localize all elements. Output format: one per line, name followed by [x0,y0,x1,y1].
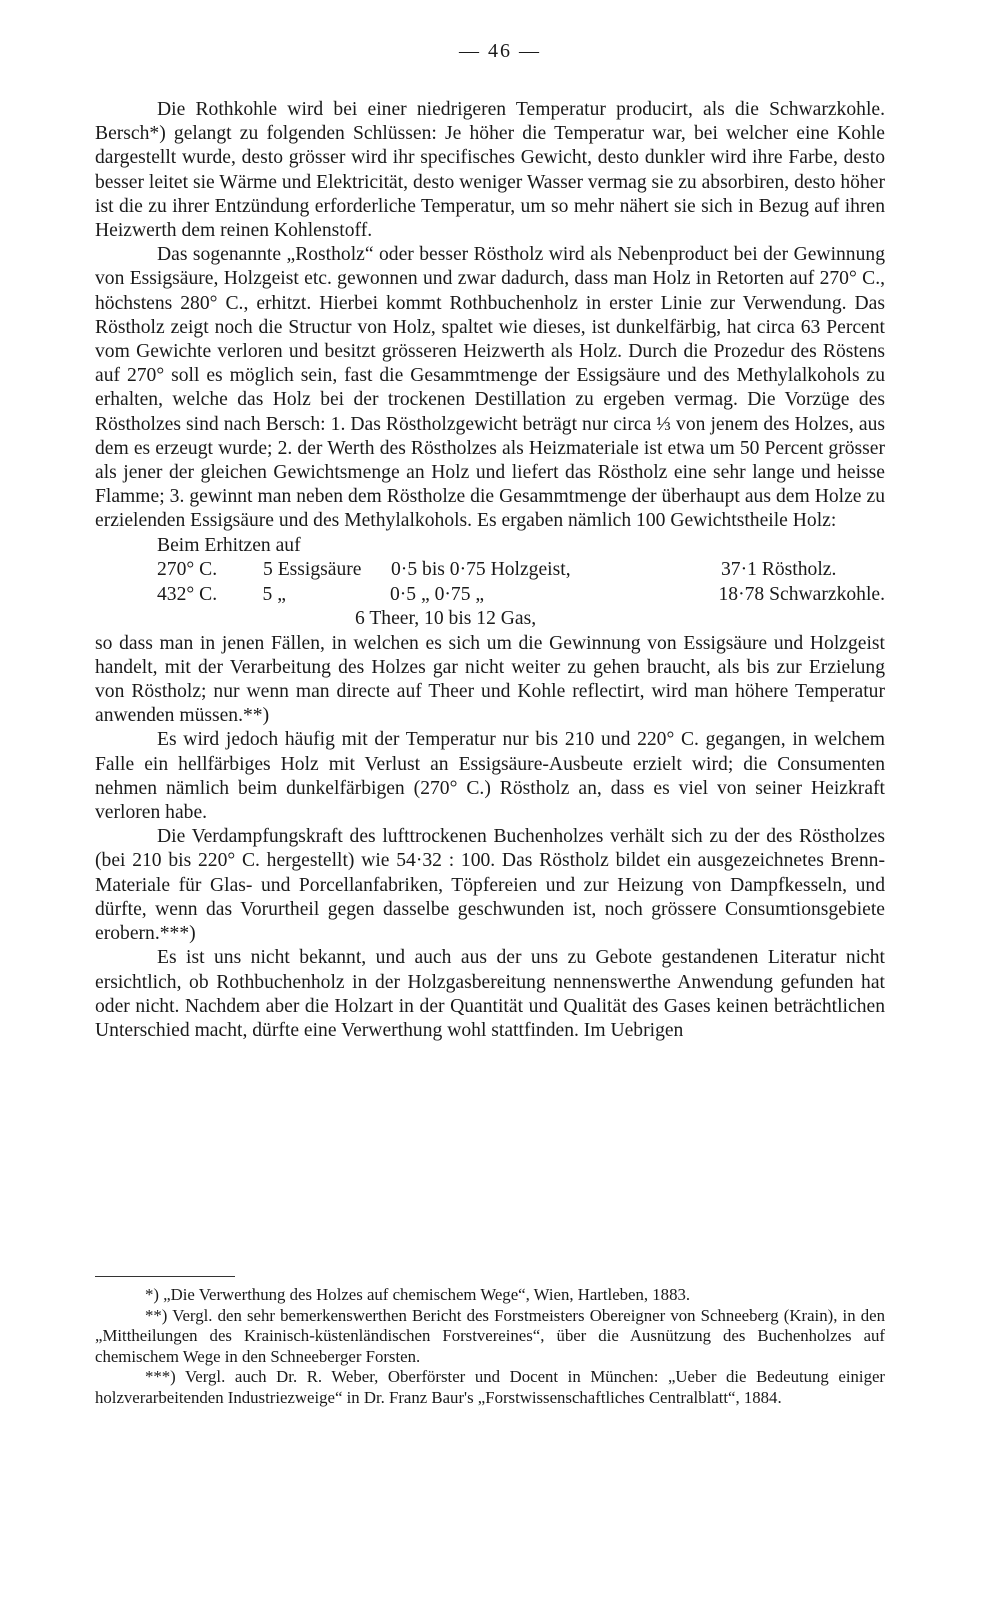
footnote-divider [95,1276,235,1277]
table-heading: Beim Erhitzen auf [157,534,301,556]
table-row [157,583,885,608]
body-text [95,98,885,1043]
table-row [157,558,885,583]
footnote-2: **) Vergl. den sehr bemerkenswerthen Bericht des Forstmeisters Obereigner von Schneeberg (Krain), in den „Mittheilungen des Krainisch-küstenländischen Forstvereines“, über die Ausnützung des Buchenholzes auf chemischem Wege in den Schneeberger Forsten. [95,1305,885,1366]
table-cell: 18·78 Schwarzkohle. [718,583,885,605]
table-cell: 432° C. [157,583,218,605]
table-cell: 270° C. [157,559,218,581]
paragraph-1: Die Rothkohle wird bei einer niedrigeren Temperatur producirt, als die Schwarzkohle. Bersch*) gelangt zu folgenden Schlüssen: Je höher die Temperatur war, bei welcher eine Kohle dargestellt wurde, desto grösser wird ihr specifisches Gewicht, desto dunkler wird ihre Farbe, desto besser leitet sie Wärme und Elektricität, desto weniger Wasser vermag sie zu absorbiren, desto höher ist die zu ihrer Entzündung erforderliche Temperatur, um so mehr nähert sie sich in Bezug auf ihren Heizwerth dem reinen Kohlenstoff. [95,99,885,242]
table-row: 6 Theer, 10 bis 12 Gas, [355,608,537,630]
paragraph-3: so dass man in jenen Fällen, in welchen es sich um die Gewinnung von Essigsäure und Holzgeist handelt, mit der Verarbeitung des Holzes gar nicht weiter zu gehen braucht, als bis zur Erzielung von Röstholz; nur wenn man directe auf Theer und Kohle reflectirt, wird man höhere Temperatur anwenden müssen.**) [95,632,885,727]
table-cell: 37·1 Röstholz. [721,559,837,581]
footnotes [95,1285,885,1409]
table-cell: 5 Essigsäure [263,559,362,581]
table-cell: 0·5 bis 0·75 Holzgeist, [391,559,571,581]
table-cell: 0·5 „ 0·75 „ [389,583,485,605]
table-cell: 5 „ [262,583,286,605]
paragraph-5: Die Verdampfungskraft des lufttrockenen Buchenholzes verhält sich zu der des Röstholzes (bei 210 bis 220° C. hergestellt) wie 54·32 : 100. Das Röstholz bildet ein ausgezeichnetes Brenn-Materiale für Glas- und Porcellanfabriken, Töpfereien und zur Heizung von Dampfkesseln, und dürfte, wenn das Vorurtheil gegen dasselbe geschwunden ist, noch grössere Consumtionsgebiete erobern.***) [95,826,885,945]
paragraph-4: Es wird jedoch häufig mit der Temperatur nur bis 210 und 220° C. gegangen, in welchem Falle ein hellfärbiges Holz mit Verlust an Essigsäure-Ausbeute erzielt wird; die Consumenten nehmen nämlich beim dunkelfärbigen (270° C.) Röstholz an, dass es viel von seiner Heizkraft verloren habe. [95,729,885,824]
yield-table [157,534,885,632]
page-number: — 46 — [459,40,541,62]
footnote-1: *) „Die Verwerthung des Holzes auf chemischem Wege“, Wien, Hartleben, 1883. [145,1285,691,1304]
paragraph-2: Das sogenannte „Rostholz“ oder besser Röstholz wird als Nebenproduct bei der Gewinnung von Essigsäure, Holzgeist etc. gewonnen und zwar dadurch, dass man Holz in Retorten auf 270° C., höchstens 280° C., erhitzt. Hierbei kommt Rothbuchenholz in erster Linie zur Verwendung. Das Röstholz zeigt noch die Structur von Holz, spaltet wie dieses, ist dunkelfärbig, hat circa 63 Percent vom Gewichte verloren und besitzt grösseren Heizwerth als Holz. Durch die Prozedur des Röstens auf 270° soll es möglich sein, fast die Gesammtmenge der Essigsäure und des Methylalkohols zu erhalten, welche das Holz bei der trockenen Destillation zu ergeben vermag. Die Vorzüge des Röstholzes sind nach Bersch: 1. Das Röstholzgewicht beträgt nur circa ⅓ von jenem des Holzes, aus dem es erzeugt wurde; 2. der Werth des Röstholzes als Heizmateriale ist etwa um 50 Percent grösser als jener der gleichen Gewichtsmenge an Holz und liefert das Röstholz eine sehr lange und heisse Flamme; 3. gewinnt man neben dem Röstholze die Gesammtmenge der überhaupt aus dem Holze zu erzielenden Essigsäure und des Methylalkohols. Es ergaben nämlich 100 Gewichtstheile Holz: [95,244,885,532]
footnote-3: ***) Vergl. auch Dr. R. Weber, Oberförster und Docent in München: „Ueber die Bedeutung einiger holzverarbeitenden Industriezweige“ in Dr. Franz Baur's „Forstwissenschaftliches Centralblatt“, 1884. [95,1367,885,1407]
paragraph-6: Es ist uns nicht bekannt, und auch aus der uns zu Gebote gestandenen Literatur nicht ersichtlich, ob Rothbuchenholz in der Holzgasbereitung nennenswerthe Anwendung gefunden hat oder nicht. Nachdem aber die Holzart in der Quantität und Qualität des Gases keinen beträchtlichen Unterschied macht, dürfte eine Verwerthung wohl stattfinden. Im Uebrigen [95,947,885,1041]
